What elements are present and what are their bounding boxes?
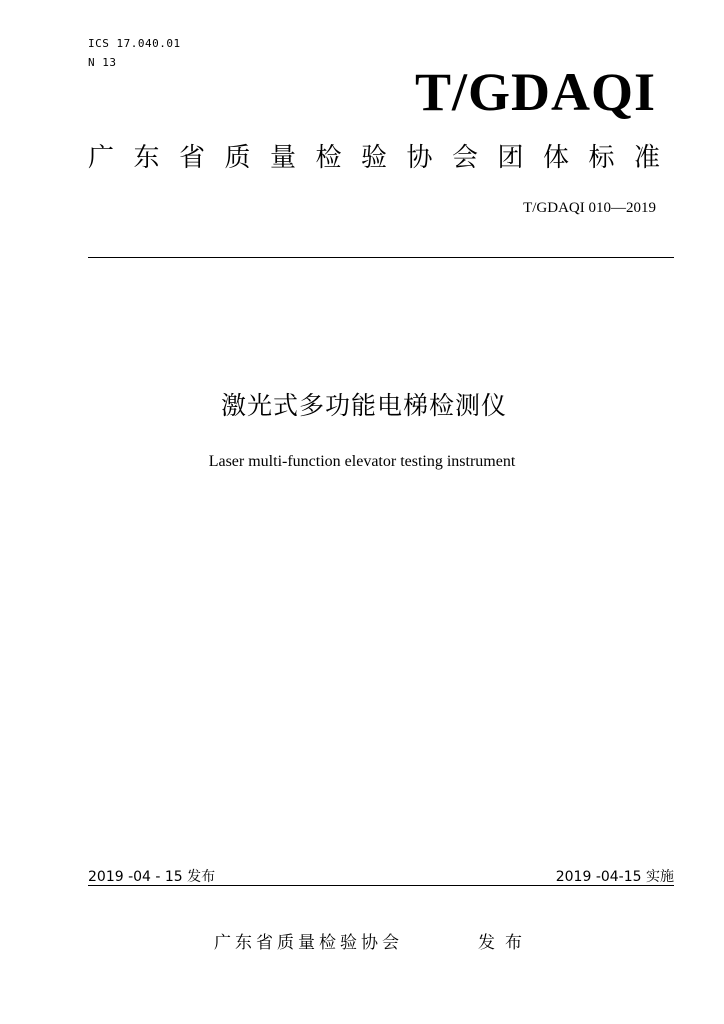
ccs-code: N 13 <box>88 56 117 69</box>
document-title-chinese: 激光式多功能电梯检测仪 <box>220 391 507 420</box>
publisher-name: 广东省质量检验协会 <box>214 933 403 953</box>
implementation-date: 2019 -04-15 实施 <box>555 869 674 885</box>
standard-kind: 广东省质量检验协会团体标准 <box>88 143 680 173</box>
brand-logo-text: T/GDAQI <box>414 62 656 122</box>
header-divider <box>88 257 674 258</box>
publish-label: 发布 <box>478 933 532 953</box>
issue-date: 2019 -04 - 15 发布 <box>88 869 216 885</box>
document-title-english: Laser multi-function elevator testing instrument <box>208 453 516 470</box>
standard-number: T/GDAQI 010—2019 <box>523 200 656 216</box>
footer-divider <box>88 885 674 886</box>
ics-code: ICS 17.040.01 <box>88 37 181 50</box>
